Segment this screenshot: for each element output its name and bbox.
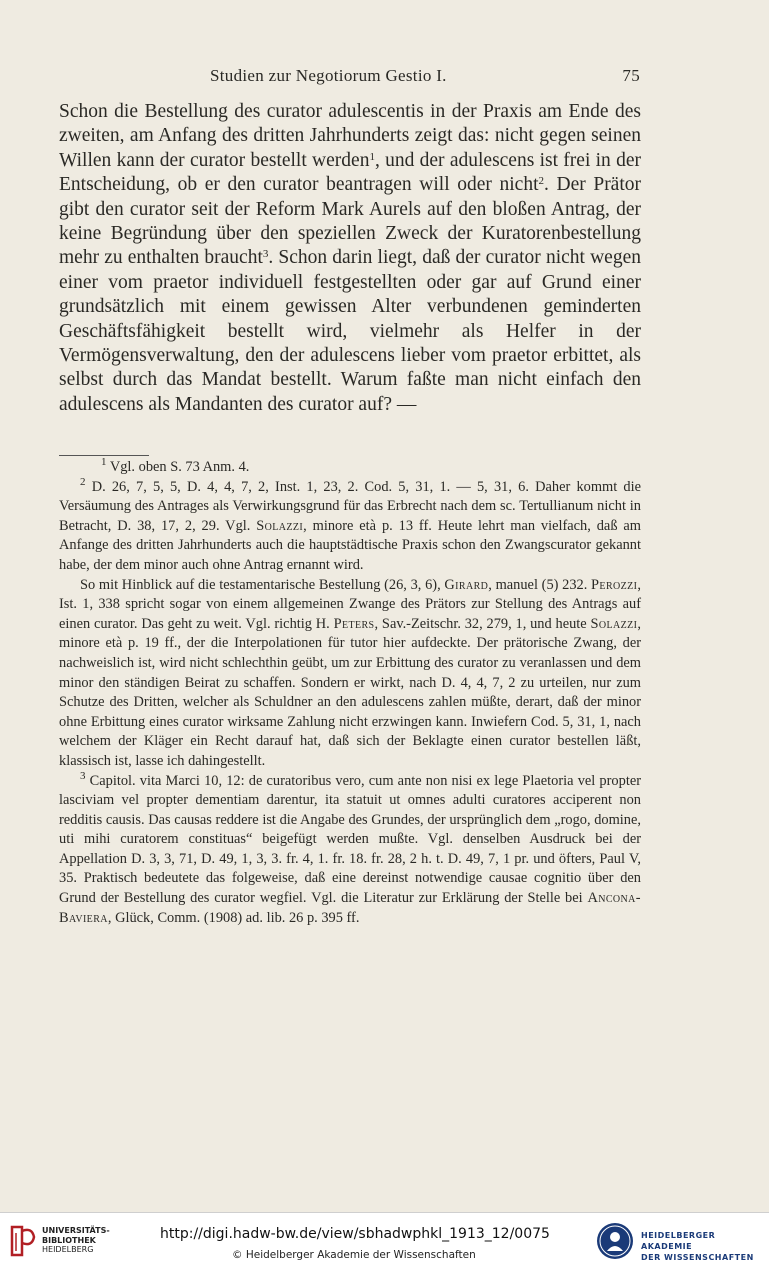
- footnote-ref-3: 3: [262, 248, 269, 261]
- author-name: Perozzi: [591, 576, 638, 593]
- permalink-url[interactable]: http://digi.hadw-bw.de/view/sbhadwphkl_1913_12/0075: [160, 1226, 550, 1242]
- running-head: [60, 66, 640, 90]
- footnote-ref-1: 1: [369, 150, 375, 163]
- footnote-ref-2: 2: [538, 175, 544, 188]
- main-text: [59, 100, 641, 417]
- author-name: Peters: [333, 615, 375, 632]
- footnotes: [59, 458, 641, 928]
- library-name: UNIVERSITÄTS- BIBLIOTHEK HEIDELBERG: [42, 1226, 110, 1254]
- footnote-1: $^1$ Vgl. oben S. 73 Anm. 4.: [101, 456, 250, 475]
- academy-seal-icon[interactable]: [595, 1221, 635, 1261]
- footnote-2: $^2$ D. 26, 7, 5, 5, D. 4, 4, 7, 2, Inst. 1, 23, 2. Cod. 5, 31, 1. — 5, 31, 6. Daher kommt die Versäumung des Antrages als Verwirkungsgrund für das Erbrecht nach dem sc. Tertullianum nicht in Betracht, D. 38, 17, 2, 29. Vgl. Solazzi, minore età p. 13 ff. Heute lehrt man vielfach, daß am Anfange des dritten Jahrhunderts auch die hauptstädtische Praxis schon den Zwangscurator gekannt habe, der dem minor auch ohne Antrag ernannt wird.: [59, 475, 641, 573]
- author-name: Solazzi: [256, 517, 304, 534]
- author-name: Ancona-Baviera: [59, 890, 641, 926]
- author-name: Girard: [444, 576, 489, 593]
- body-paragraph: Schon die Bestellung des curator adulescentis in der Praxis am Ende des zweiten, am Anfang des dritten Jahrhunderts zeigt das: nicht gegen seinen Willen kann der curator bestellt werden$^1$, und der adulescens ist frei in der Entscheidung, ob er den curator beantragen will oder nicht$^2$. Der Prätor gibt den curator seit der Reform Mark Aurels auf den bloßen Antrag, der keine Begründung über den speziellen Zweck der Kuratorenbestellung mehr zu enthalten braucht$^3$. Schon darin liegt, daß der curator nicht wegen einer vom praetor individuell festgestellten oder gar auf Grund einer grundsätzlich mit einem gewissen Alter verbundenen geminderten Geschäftsfähigkeit bestellt wird, vielmehr als Helfer in der Vermögensverwaltung, den der adulescens lieber vom praetor erbittet, als selbst durch das Mandat bestellt. Warum faßte man nicht einfach den adulescens als Mandanten des curator auf? —: [59, 101, 641, 415]
- viewer-footer: [0, 1212, 769, 1269]
- running-head-title: Studien zur Negotiorum Gestio I.: [210, 66, 447, 85]
- footnote-3: $^3$ Capitol. vita Marci 10, 12: de curatoribus vero, cum ante non nisi ex lege Plaetoria vel propter lasciviam vel propter dementiam darentur, ita statuit ut omnes adulti curatores acciperent non redditis causis. Das causas reddere ist die Angabe des Grundes, der ursprünglich dem „rogo, domine, uti mihi curatorem constituas“ beigefügt werden mußte. Vgl. denselben Ausdruck bei der Appellation D. 3, 3, 71, D. 49, 1, 3, 3. fr. 4, 1. fr. 18. fr. 28, 2 h. t. D. 49, 7, 1 pr. und öfters, Paul V, 35. Praktisch bedeutete das folgeweise, daß eine dereinst notwendige causae cognitio über den Grund der Bestellung des curator wegfiel. Vgl. die Literatur zur Erklärung der Stelle bei Ancona-Baviera, Glück, Comm. (1908) ad. lib. 26 p. 395 ff.: [59, 769, 641, 926]
- copyright-notice: © Heidelberger Akademie der Wissenschaften: [232, 1249, 476, 1261]
- university-library-logo-icon[interactable]: [8, 1223, 38, 1259]
- academy-name: HEIDELBERGER AKADEMIE DER WISSENSCHAFTEN: [641, 1231, 754, 1262]
- footnote-2-continuation: So mit Hinblick auf die testamentarische Bestellung (26, 3, 6), Girard, manuel (5) 232. Perozzi, Ist. 1, 338 spricht sogar von einem allgemeinen Zwange des Prätors zur Stellung des Antrags auf einen curator. Das geht zu weit. Vgl. richtig H. Peters, Sav.-Zeitschr. 32, 279, 1, und heute Solazzi, minore età p. 19 ff., der die Interpolationen für tutor hier aufdeckte. Der prätorische Zwang, der nachweislich ist, wird nicht schlechthin geübt, um zur Erbittung des curator zu veranlassen und dem minor den ständigen Beirat zu schaffen. Sondern er wirkt, nach D. 4, 4, 7, 2 zu urteilen, nur zum Schutze des Dritten, welcher als Schuldner an den adulescens zahlen müßte, derart, daß der minor ohne Erbittung eines curator wirksame Zahlung nicht erzwingen kann. Inwiefern Cod. 5, 31, 1, nach welchem der Kläger ein Recht darauf hat, daß sich der Beklagte einen curator bestellen läßt, klassisch ist, lasse ich dahingestellt.: [59, 576, 641, 769]
- author-name: Solazzi: [590, 615, 638, 632]
- page-number: 75: [622, 66, 640, 85]
